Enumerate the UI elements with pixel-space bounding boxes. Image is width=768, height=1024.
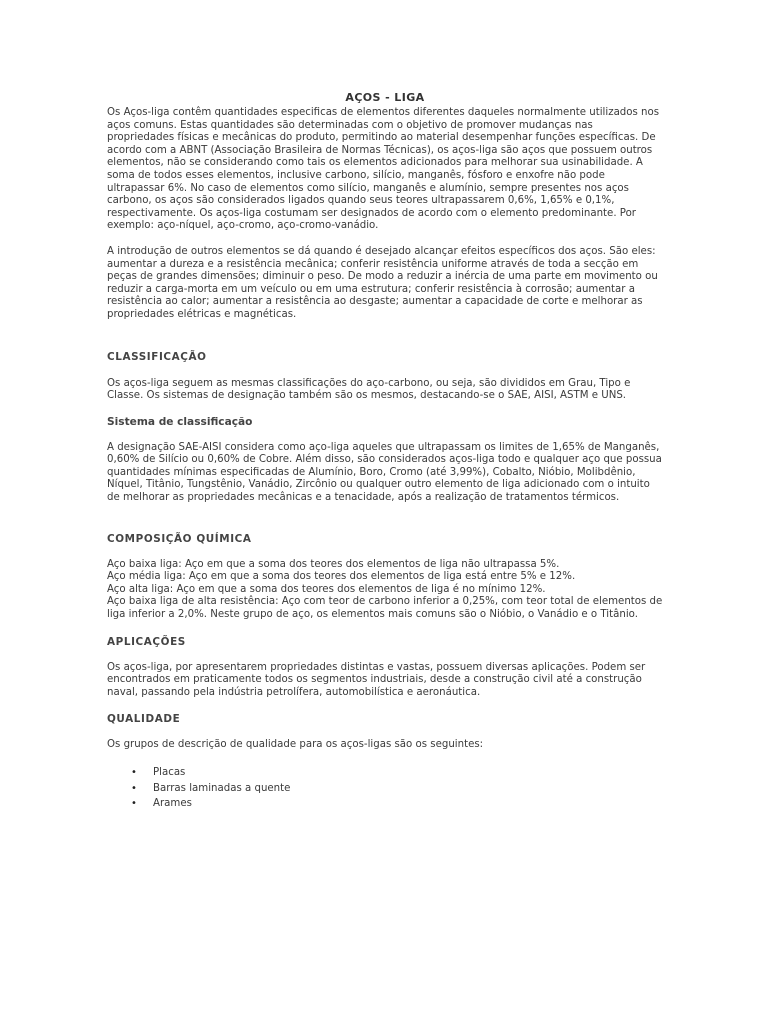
composicao-line-alta-resistencia: Aço baixa liga de alta resistência: Aço com teor de carbono inferior a 0,25%, com teor total de elementos de liga inferior a 2,0%. Neste grupo de aço, os elementos mais comuns são o Nióbio, o Vanádio e o Titânio. xyxy=(107,596,663,621)
list-item-label: Arames xyxy=(153,798,192,809)
qualidade-list xyxy=(107,765,663,812)
bullet-icon: • xyxy=(131,767,137,778)
list-item xyxy=(131,765,663,781)
section-heading-classificacao: CLASSIFICAÇÃO xyxy=(107,350,207,363)
bullet-icon: • xyxy=(131,782,137,794)
list-item xyxy=(131,796,663,812)
list-item-label: Placas xyxy=(153,767,186,778)
intro-paragraph-1: Os Aços-liga contêm quantidades especificas de elementos diferentes daqueles normalmente utilizados nos aços comuns. Estas quantidades são determinadas com o objetivo de promover mudanças nas propriedades físicas e mecânicas do produto, permitindo ao material desempenhar funções específicas. De acordo com a ABNT (Associação Brasileira de Normas Técnicas), os aços-liga são aços que possuem outros elementos, não se considerando como tais os elementos adicionados para melhorar sua usinabilidade. A soma de todos esses elementos, inclusive carbono, silício, manganês, fósforo e enxofre não pode ultrapassar 6%. No caso de elementos como silício, manganês e alumínio, sempre presentes nos aços carbono, os aços são considerados ligados quando seus teores ultrapassarem 0,6%, 1,65% e 0,1%, respectivamente. Os aços-liga costumam ser designados de acordo com o elemento predominante. Por exemplo: aço-níquel, aço-cromo, aço-cromo-vanádio. xyxy=(107,107,660,232)
document-title: AÇOS - LIGA xyxy=(345,91,425,104)
composicao-line-media: Aço média liga: Aço em que a soma dos teores dos elementos de liga está entre 5% e 12%. xyxy=(107,571,576,583)
bullet-icon: • xyxy=(131,798,137,809)
intro-paragraph-2: A introdução de outros elementos se dá quando é desejado alcançar efeitos específicos dos aços. São eles: aumentar a dureza e a resistência mecânica; conferir resistência uniforme através de toda a secção em peças de grandes dimensões; diminuir o peso. De modo a reduzir a inércia de uma parte em movimento ou reduzir a carga-morta em um veículo ou em uma estrutura; conferir resistência à corrosão; aumentar a resistência ao calor; aumentar a resistência ao desgaste; aumentar a capacidade de corte e melhorar as propriedades elétricas e magnéticas. xyxy=(107,245,658,320)
section-heading-aplicacoes: APLICAÇÕES xyxy=(107,635,186,648)
composicao-line-alta: Aço alta liga: Aço em que a soma dos teores dos elementos de liga é no mínimo 12%. xyxy=(107,583,546,595)
aplicacoes-paragraph: Os aços-liga, por apresentarem propriedades distintas e vastas, possuem diversas aplicações. Podem ser encontrados em praticamente todos os segmentos industriais, desde a construção civil até a construção naval, passando pela indústria petrolífera, automobilística e aeronáutica. xyxy=(107,661,646,698)
subsection-heading-sistema: Sistema de classificação xyxy=(107,415,253,428)
composicao-block xyxy=(107,559,663,622)
qualidade-paragraph: Os grupos de descrição de qualidade para os aços-ligas são os seguintes: xyxy=(107,739,484,751)
section-heading-composicao: COMPOSIÇÃO QUÍMICA xyxy=(107,532,252,545)
list-item xyxy=(131,781,663,797)
composicao-line-baixa: Aço baixa liga: Aço em que a soma dos teores dos elementos de liga não ultrapassa 5%. xyxy=(107,558,560,570)
classificacao-paragraph: Os aços-liga seguem as mesmas classificações do aço-carbono, ou seja, são divididos em Grau, Tipo e Classe. Os sistemas de designação também são os mesmos, destacando-se o SAE, AISI, ASTM e UNS. xyxy=(107,377,631,402)
list-item-label: Barras laminadas a quente xyxy=(153,782,291,794)
sistema-paragraph: A designação SAE-AISI considera como aço-liga aqueles que ultrapassam os limites de 1,65% de Manganês, 0,60% de Silício ou 0,60% de Cobre. Além disso, são considerados aços-liga todo e qualquer aço que possua quantidades mínimas especificadas de Alumínio, Boro, Cromo (até 3,99%), Cobalto, Nióbio, Molibdênio, Níquel, Titânio, Tungstênio, Vanádio, Zircônio ou qualquer outro elemento de liga adicionado com o intuito de melhorar as propriedades mecânicas e a tenacidade, após a realização de tratamentos térmicos. xyxy=(107,441,662,504)
section-heading-qualidade: QUALIDADE xyxy=(107,713,181,726)
document-page xyxy=(107,91,663,812)
